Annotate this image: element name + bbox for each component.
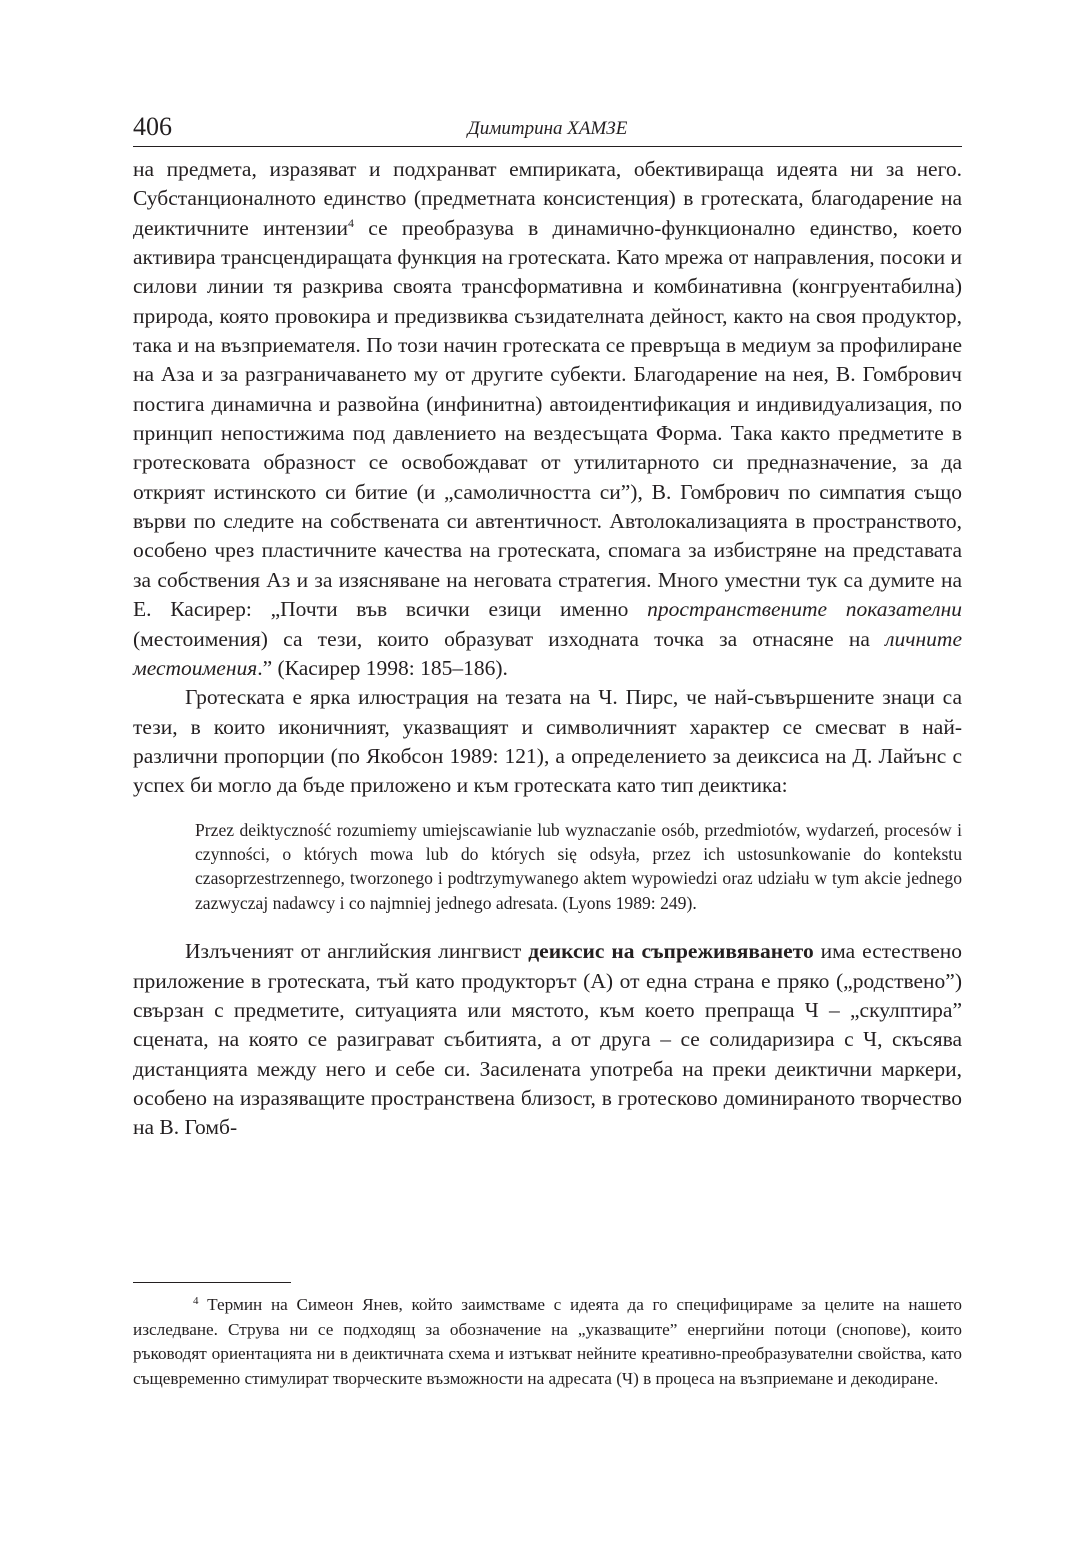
running-head-author: Димитрина ХАМЗЕ xyxy=(467,118,628,139)
block-quote: Przez deiktyczność rozumiemy umiejscawianie lub wyznaczanie osób, przedmiotów, wydarzeń, procesów i czynności, o których mowa lub do których się odsyła, przez ich ustosunkowanie do kontekstu czasoprzestrzennego, tworzonego i podtrzymywanego aktem wypowiedzi oraz udziału w tym akcie jednego zazwyczaj nadawcy i co najmniej jednego adresata. (Lyons 1989: 249). xyxy=(195,819,962,913)
footnote-text: Термин на Симеон Янев, който заимстваме с идеята да го специфицираме за целите на нашето изследване. Струва ни се подходящ за обозначение на „указващите” енергийни потоци (снопове), които ръководят ориентацията ни в деиктичната схема и изтъкват нейните креативно-преобразувателни свойства, като същевременно стимулират творческите възможности на адресата (Ч) в процеса на възприемане и декодиране. xyxy=(133,1295,962,1388)
paragraph-3-text-a: Излъченият от английския лингвист xyxy=(185,939,529,964)
page-number: 406 xyxy=(133,112,172,141)
paragraph-1-text-d: .” (Касирер 1998: 185–186). xyxy=(257,655,508,680)
paragraph-2: Гротеската е ярка илюстрация на тезата на Ч. Пирс, че най-съвършените знаци са тези, в които иконичният, указващият и символичният характер се смесват в най-различни пропорции (по Якобсон 1989: 121), а определението за деиксиса на Д. Лайънс с успех би могло да бъде приложено и към гротеската като тип деиктика: xyxy=(133,685,962,798)
italic-term-spatial-demonstratives: пространствените показателни xyxy=(647,597,962,622)
bold-term-empathy-deixis: деиксис на съпреживяването xyxy=(528,939,814,964)
body-text xyxy=(133,155,962,1143)
paragraph-3-text-b: има естествено приложение в гротеската, тъй като продукторът (А) от една страна е пряко („родствено”) свързан с предметите, ситуацията или мястото, към което препраща Ч – „скулптира” сцената, на която се разиграват събитията, а от друга – се солидаризира с Ч, скъсява дистанцията между него и себе си. Засилената употреба на преки деиктични маркери, особено на изразяващите пространствена близост, в гротесково доминираното творчество на В. Гомб- xyxy=(133,939,962,1140)
footnote-reference: 4 xyxy=(348,215,355,230)
paragraph-1-text-b: се преобразува в динамично-функционално единство, което активира трансцендиращата функция на гротеската. Като мрежа от направления, посоки и силови линии тя разкрива своята трансформативна и комбинативна (конгруентабилна) природа, която провокира и предизвиква съзидателната дейност, както на своя продуктор, така и на възприемателя. По този начин гротеската се превръща в медиум за профилиране на Аза и за разграничаването му от другите субекти. Благодарение на нея, В. Гомбрович постига динамична и развойна (инфинитна) автоидентификация и индивидуализация, по принцип непостижима под давлението на вездесъщата Форма. Така както предметите в гротесковата образност се освобождават от утилитарното си предназначение, за да открият истинското си битие (и „самоличността си”), В. Гомбрович по симпатия също върви по следите на собствената си автентичност. Автолокализацията в пространството, особено чрез пластичните качества на гротеската, спомага за избистряне на представата за собствения Аз и за изясняване на неговата стратегия. Много уместни тук са думите на Е. Касирер: „Почти във всички езици именно xyxy=(133,215,962,622)
footnote-4 xyxy=(133,1293,962,1391)
paragraph-1-text-a: на предмета, изразяват и подхранват емпириката, обективираща идеята ни за него. Субстанционалното единство (предметната консистенция) в гротеската, благодарение на деиктичните интензии xyxy=(133,157,962,240)
paragraph-3 xyxy=(133,937,962,1142)
footnote-number: 4 xyxy=(193,1295,199,1307)
page-header xyxy=(133,112,962,147)
footnote-separator xyxy=(133,1282,291,1283)
paragraph-1 xyxy=(133,155,962,683)
paragraph-1-text-c: (местоимения) са тези, които образуват изходната точка за отнасяне на xyxy=(133,626,886,651)
italic-term-personal-pronouns: личните местоимения xyxy=(133,626,962,680)
